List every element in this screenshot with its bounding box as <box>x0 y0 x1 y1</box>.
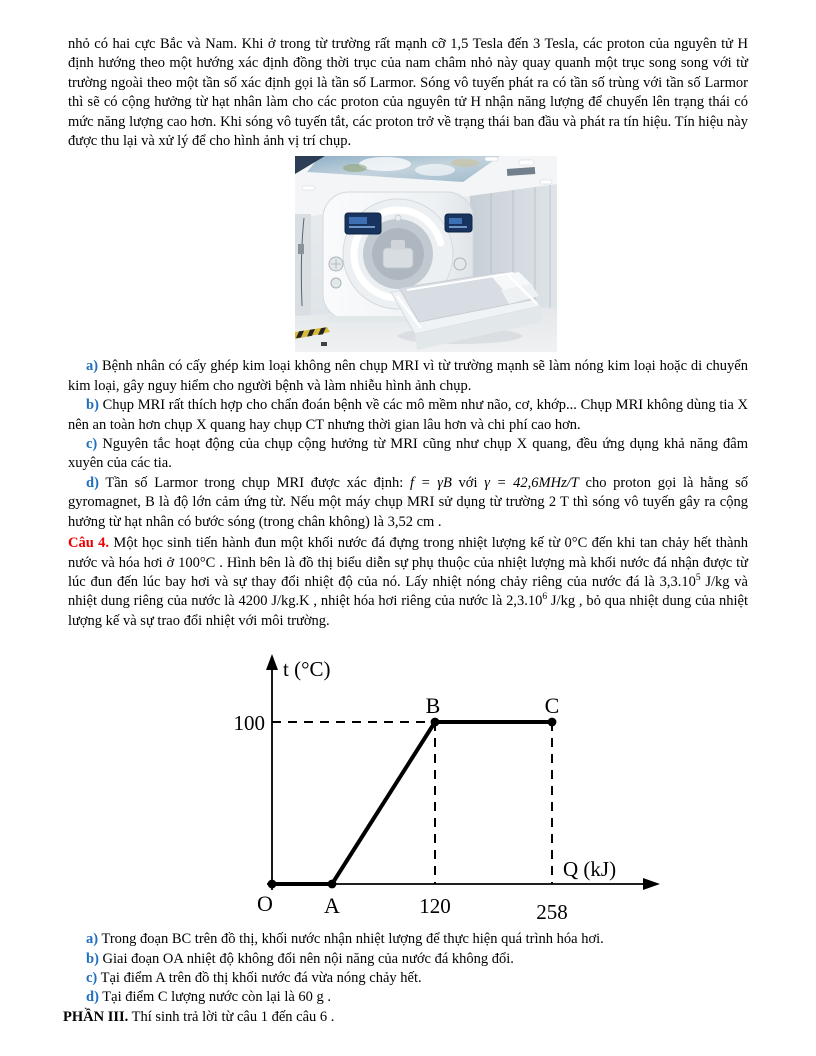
part-3-text: Thí sinh trả lời từ câu 1 đến câu 6 . <box>128 1008 335 1025</box>
statement-a <box>68 357 748 396</box>
x-tick-258: 258 <box>536 900 568 922</box>
statement-a-text: Bệnh nhân có cấy ghép kim loại không nên chụp MRI vì từ trường mạnh sẽ làm nóng kim loại hoặc di chuyển kim loại, gây nguy hiểm cho người bệnh và làm nhiễu hình ảnh chụp. <box>68 358 748 394</box>
part-3-heading <box>63 1008 748 1027</box>
intro-paragraph: nhỏ có hai cực Bắc và Nam. Khi ở trong từ trường rất mạnh cỡ 1,5 Tesla đến 3 Tesla, các proton của nguyên tử H định hướng theo một hướng xác định đồng thời trục của nam châm nhỏ này quay quanh một trục song song với từ trường ngoài theo một tần số xác định gọi là tần số Larmor. Sóng vô tuyến phát ra có tần số trùng với tần số Larmor thì sẽ có cộng hưởng từ hạt nhân làm cho các proton của nguyên tử H nhận năng lượng để chuyển lên trạng thái có mức năng lượng cao hơn. Khi sóng vô tuyến tắt, các proton trở về trạng thái ban đầu và phát ra tín hiệu. Tín hiệu này được thu lại và xử lý để cho hình ảnh vị trí chụp. <box>68 36 748 150</box>
exponent: 5 <box>695 573 701 584</box>
question-4-label: Câu 4. <box>68 535 110 552</box>
point-label-C: C <box>544 693 560 719</box>
statement-c <box>68 435 748 474</box>
q4-statement-d-marker: d) <box>86 989 99 1006</box>
statement-b-text: Chụp MRI rất thích hợp cho chẩn đoán bệnh về các mô mềm như não, cơ, khớp... Chụp MRI không dùng tia X nên an toàn hơn chụp X quang hay chụp CT nhưng thời gian lâu hơn và chi phí cao hơn. <box>68 397 749 433</box>
question-4 <box>68 534 748 631</box>
x-axis-label: Q (kJ) <box>563 857 617 882</box>
point-label-A: A <box>324 893 340 919</box>
dashed-guides <box>272 722 552 884</box>
q4-statement-a-marker: a) <box>86 931 99 948</box>
statement-c-marker: c) <box>86 436 98 453</box>
y-axis-label: t (°C) <box>283 657 331 682</box>
part-3-label: PHẦN III. <box>63 1008 129 1025</box>
heating-curve-line <box>272 722 552 884</box>
q4-statement-b-marker: b) <box>86 950 99 967</box>
q4-statement-d <box>68 988 748 1007</box>
data-points <box>268 718 557 889</box>
statement-d-marker: d) <box>86 474 99 491</box>
point-label-B: B <box>425 693 441 719</box>
larmor-formula: f = γB <box>410 474 452 491</box>
heating-curve-chart <box>205 649 665 921</box>
y-tick-100: 100 <box>233 711 265 736</box>
question-4-text: J/kg và nhiệt dung riêng của nước là 4200 J/kg.K , nhiệt hóa hơi riêng của nước là 2,3.10 <box>68 573 748 610</box>
q4-statement-d-text: Tại điểm C lượng nước còn lại là 60 g . <box>102 989 332 1006</box>
statement-d-text: với <box>451 474 485 491</box>
statement-b-marker: b) <box>86 397 99 414</box>
q4-statement-c <box>68 969 748 988</box>
x-tick-120: 120 <box>419 894 451 919</box>
question-4-text: Một học sinh tiến hành đun một khối nước đá đựng trong nhiệt lượng kế từ 0°C đến khi tan chảy hết thành nước và hóa hơi ở 100°C . Hình bên là đồ thị biểu diễn sự phụ thuộc của nhiệt lượng mà khối nước đá nhận được từ lúc đun đến lúc bay hơi và sự thay đổi nhiệt độ của nó. Lấy nhiệt nóng chảy riêng của nước đá là 3,3.10 <box>68 535 748 590</box>
mri-statements <box>68 357 748 532</box>
q4-statement-a <box>68 930 748 949</box>
statement-a-marker: a) <box>86 358 99 375</box>
q4-statement-a-text: Trong đoạn BC trên đồ thị, khối nước nhận nhiệt lượng để thực hiện quá trình hóa hơi. <box>101 931 604 948</box>
statement-c-text: Nguyên tắc hoạt động của chụp cộng hưởng từ MRI cũng như chụp X quang, đều ứng dụng khả năng đâm xuyên của các tia. <box>68 436 748 472</box>
q4-statement-b <box>68 950 748 969</box>
question-4-text: J/kg , bỏ qua nhiệt dung của nhiệt lượng kế và sự trao đổi nhiệt với môi trường. <box>68 593 749 629</box>
mri-room-photo <box>295 156 557 352</box>
statement-b <box>68 396 748 435</box>
x-axis-arrow <box>643 878 660 890</box>
y-axis-arrow <box>266 654 278 670</box>
q4-statements <box>68 930 748 1008</box>
q4-statement-c-marker: c) <box>86 969 98 986</box>
gamma-value: γ = 42,6MHz/T <box>484 474 579 491</box>
statement-d-text: cho proton gọi là hằng số gyromagnet, B là độ lớn cảm ứng từ. Nếu một máy chụp MRI sử dụng từ trường 2 T thì sóng vô tuyến gây ra cộng hưởng từ hạt nhân có bước sóng (trong chân không) là 3,52 cm . <box>68 474 748 530</box>
point-label-O: O <box>257 891 273 917</box>
q4-statement-c-text: Tại điểm A trên đồ thị khối nước đá vừa nóng chảy hết. <box>100 969 422 986</box>
statement-d-text: Tần số Larmor trong chụp MRI được xác định: <box>105 474 411 491</box>
statement-d <box>68 474 748 532</box>
q4-statement-b-text: Giai đoạn OA nhiệt độ không đổi nên nội năng của nước đá không đổi. <box>102 950 514 967</box>
exponent: 6 <box>542 592 548 603</box>
